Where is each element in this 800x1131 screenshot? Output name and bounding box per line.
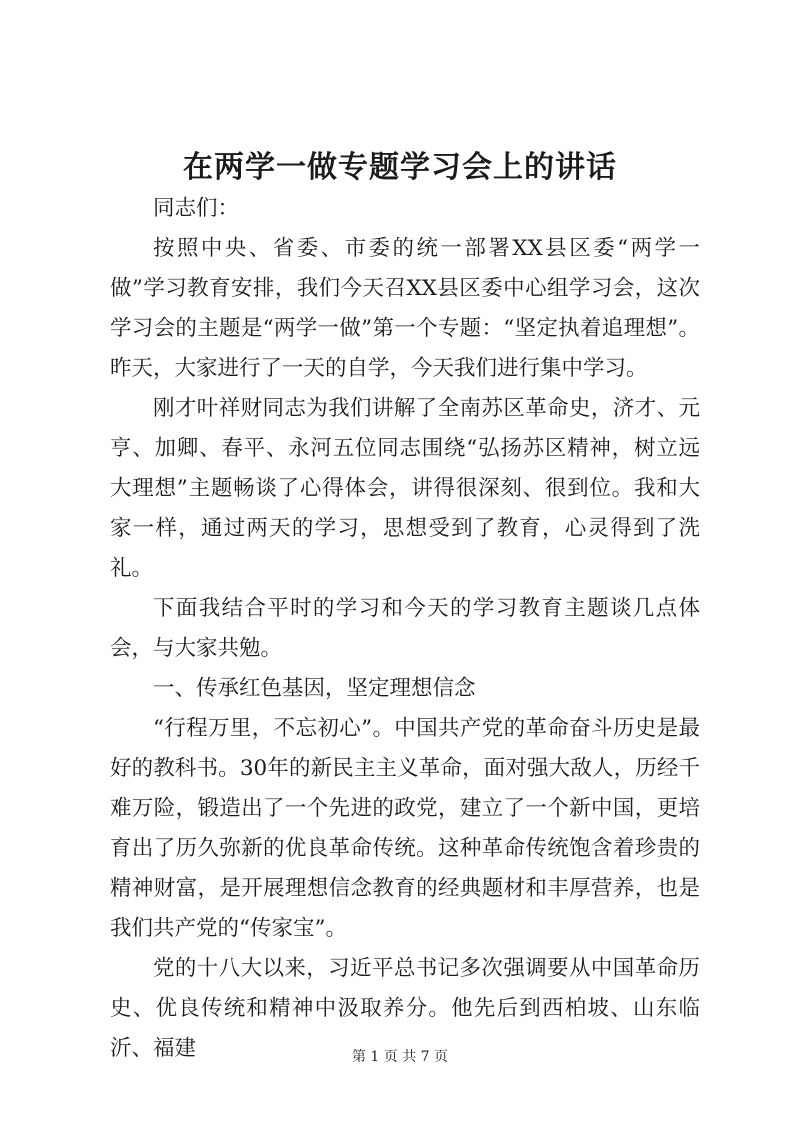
- body-paragraph: “行程万里，不忘初心”。中国共产党的革命奋斗历史是最好的教科书。30年的新民主主义革命，面对强大敌人，历经千难万险，锻造出了一个先进的政党，建立了一个新中国，更培育出了历久弥新的优良革命传统。这种革命传统饱含着珍贵的精神财富，是开展理想信念教育的经典题材和丰厚营养，也是我们共产党的“传家宝”。: [110, 716, 700, 941]
- salutation-paragraph: 同志们：: [153, 196, 240, 221]
- document-title: 在两学一做专题学习会上的讲话: [183, 150, 617, 185]
- body-paragraph: 下面我结合平时的学习和今天的学习教育主题谈几点体会，与大家共勉。: [110, 596, 700, 661]
- body-paragraph: 按照中央、省委、市委的统一部署XX县区委“两学一做”学习教育安排，我们今天召XX县区委中心组学习会，这次学习会的主题是“两学一做”第一个专题：“坚定执着追理想”。昨天，大家进行了一天的自学，今天我们进行集中学习。: [110, 236, 700, 381]
- body-paragraph: 党的十八大以来，习近平总书记多次强调要从中国革命历史、优良传统和精神中汲取养分。他先后到西柏坡、山东临沂、福建: [110, 956, 700, 1061]
- section-heading: 一、传承红色基因，坚定理想信念: [153, 676, 476, 701]
- body-paragraph: 刚才叶祥财同志为我们讲解了全南苏区革命史，济才、元亨、加卿、春平、永河五位同志围绕“弘扬苏区精神，树立远大理想”主题畅谈了心得体会，讲得很深刻、很到位。我和大家一样，通过两天的学习，思想受到了教育，心灵得到了洗礼。: [110, 396, 700, 581]
- document-body: [110, 189, 700, 1069]
- page-footer: 第 1 页 共 7 页: [351, 1049, 449, 1065]
